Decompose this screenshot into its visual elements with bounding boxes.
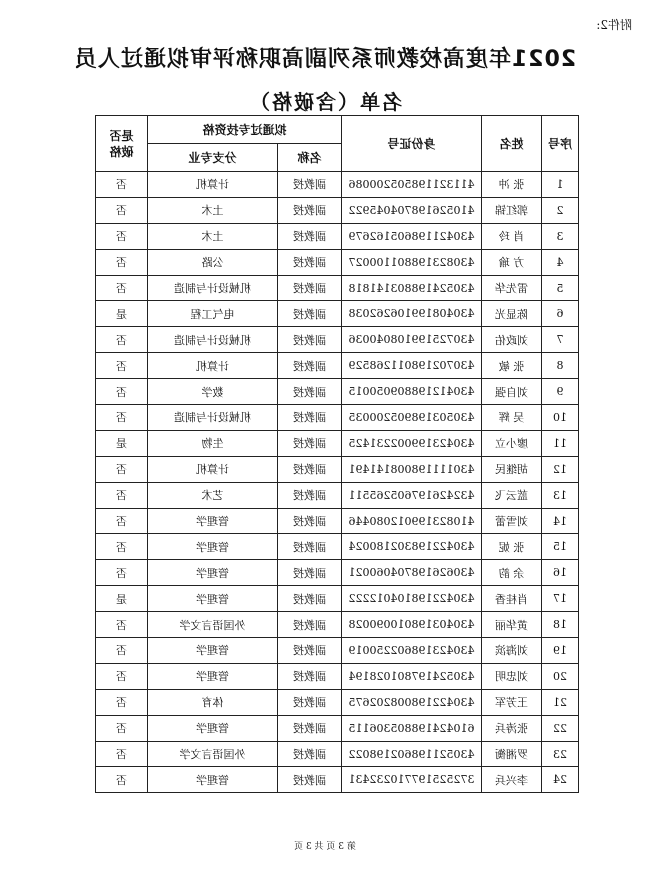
table-row [95, 249, 578, 275]
row-exceptional: 否 [95, 715, 147, 741]
table-row [95, 379, 578, 405]
row-subject: 计算机 [147, 172, 277, 198]
table-row [95, 275, 578, 301]
row-title: 副教授 [278, 223, 342, 249]
row-exceptional: 否 [95, 560, 147, 586]
table-row [95, 741, 578, 767]
row-seq: 8 [542, 353, 579, 379]
row-title: 副教授 [278, 638, 342, 664]
row-id-number: 430702198011268529 [342, 353, 482, 379]
row-name: 蓝云飞 [482, 482, 542, 508]
header-exceptional [95, 116, 147, 172]
row-title: 副教授 [278, 456, 342, 482]
row-title: 副教授 [278, 197, 342, 223]
row-title: 副教授 [278, 612, 342, 638]
row-exceptional: 否 [95, 327, 147, 353]
row-name: 郭红锦 [482, 197, 542, 223]
row-subject: 管理学 [147, 586, 277, 612]
row-seq: 22 [542, 715, 579, 741]
row-id-number: 430421198605162679 [342, 223, 482, 249]
table-row [95, 586, 578, 612]
table-body [95, 172, 578, 793]
row-id-number: 610424198805306115 [342, 715, 482, 741]
table-row [95, 430, 578, 456]
row-subject: 生物 [147, 430, 277, 456]
table-row [95, 456, 578, 482]
row-seq: 14 [542, 508, 579, 534]
row-name: 张涛兵 [482, 715, 542, 741]
row-subject: 机械设计与制造 [147, 405, 277, 431]
row-id-number: 430403198010090028 [342, 612, 482, 638]
row-title: 副教授 [278, 508, 342, 534]
row-subject: 管理学 [147, 638, 277, 664]
row-subject: 计算机 [147, 456, 277, 482]
table-row [95, 689, 578, 715]
row-title: 副教授 [278, 767, 342, 793]
row-exceptional: 否 [95, 353, 147, 379]
row-name: 陈显光 [482, 301, 542, 327]
row-title: 副教授 [278, 560, 342, 586]
row-id-number: 430422198302180024 [342, 534, 482, 560]
row-name: 刘自强 [482, 379, 542, 405]
row-id-number: 410823199012080446 [342, 508, 482, 534]
row-seq: 18 [542, 612, 579, 638]
row-title: 副教授 [278, 249, 342, 275]
row-title: 副教授 [278, 353, 342, 379]
row-id-number: 430524197801028194 [342, 663, 482, 689]
row-exceptional: 否 [95, 405, 147, 431]
row-name: 罗湘衡 [482, 741, 542, 767]
table-row [95, 172, 578, 198]
row-id-number: 430422198008202675 [342, 689, 482, 715]
row-id-number: 430521198602198022 [342, 741, 482, 767]
row-subject: 艺术 [147, 482, 277, 508]
table-row [95, 612, 578, 638]
row-subject: 管理学 [147, 663, 277, 689]
row-exceptional: 否 [95, 172, 147, 198]
row-subject: 机械设计与制造 [147, 327, 277, 353]
row-exceptional: 否 [95, 456, 147, 482]
row-name: 张 敏 [482, 353, 542, 379]
table-row [95, 197, 578, 223]
row-id-number: 430626198704060021 [342, 560, 482, 586]
row-seq: 19 [542, 638, 579, 664]
row-subject: 管理学 [147, 534, 277, 560]
row-name: 黄华丽 [482, 612, 542, 638]
table-row [95, 638, 578, 664]
row-title: 副教授 [278, 327, 342, 353]
row-title: 副教授 [278, 379, 342, 405]
row-id-number: 430503198905200035 [342, 405, 482, 431]
row-subject: 管理学 [147, 560, 277, 586]
row-seq: 24 [542, 767, 579, 793]
row-title: 副教授 [278, 172, 342, 198]
document-subtitle: 名单（含破格） [248, 90, 402, 114]
row-seq: 1 [542, 172, 579, 198]
row-exceptional: 否 [95, 379, 147, 405]
row-id-number: 372525197710232431 [342, 767, 482, 793]
row-id-number: 432426197605265511 [342, 482, 482, 508]
row-exceptional: 否 [95, 767, 147, 793]
row-seq: 2 [542, 197, 579, 223]
row-exceptional: 否 [95, 508, 147, 534]
row-id-number: 430408199106262038 [342, 301, 482, 327]
row-seq: 13 [542, 482, 579, 508]
row-subject: 管理学 [147, 767, 277, 793]
row-subject: 电气工程 [147, 301, 277, 327]
row-subject: 计算机 [147, 353, 277, 379]
page-footer: 第 3 页 共 3 页 [294, 842, 356, 852]
table-row [95, 663, 578, 689]
row-subject: 土木 [147, 223, 277, 249]
row-title: 副教授 [278, 534, 342, 560]
row-name: 刘忠明 [482, 663, 542, 689]
row-title: 副教授 [278, 663, 342, 689]
row-name: 李兴兵 [482, 767, 542, 793]
table-row [95, 327, 578, 353]
row-title: 副教授 [278, 405, 342, 431]
row-subject: 公路 [147, 249, 277, 275]
row-name: 张 冲 [482, 172, 542, 198]
row-name: 刘海滨 [482, 638, 542, 664]
row-exceptional: 否 [95, 482, 147, 508]
row-id-number: 430524198803141818 [342, 275, 482, 301]
row-subject: 管理学 [147, 715, 277, 741]
row-exceptional: 否 [95, 638, 147, 664]
header-name: 姓名 [482, 116, 542, 172]
row-seq: 17 [542, 586, 579, 612]
row-subject: 体育 [147, 689, 277, 715]
row-exceptional: 否 [95, 223, 147, 249]
row-id-number: 430823198801100027 [342, 249, 482, 275]
row-seq: 7 [542, 327, 579, 353]
header-id: 身份证号 [342, 116, 482, 172]
row-id-number: 411321198505200086 [342, 172, 482, 198]
table-row [95, 715, 578, 741]
row-title: 副教授 [278, 430, 342, 456]
row-exceptional: 否 [95, 741, 147, 767]
row-title: 副教授 [278, 482, 342, 508]
row-title: 副教授 [278, 741, 342, 767]
row-title: 副教授 [278, 301, 342, 327]
row-id-number: 430422198104012222 [342, 586, 482, 612]
row-exceptional: 否 [95, 275, 147, 301]
row-name: 王芳军 [482, 689, 542, 715]
row-id-number: 430111198008141491 [342, 456, 482, 482]
row-exceptional: 否 [95, 663, 147, 689]
row-seq: 20 [542, 663, 579, 689]
row-id-number: 410526198704045922 [342, 197, 482, 223]
row-seq: 15 [542, 534, 579, 560]
row-seq: 11 [542, 430, 579, 456]
row-name: 肖 玲 [482, 223, 542, 249]
row-exceptional: 是 [95, 586, 147, 612]
header-qualification: 拟通过专技资格 [147, 116, 341, 144]
row-name: 余 韵 [482, 560, 542, 586]
row-seq: 21 [542, 689, 579, 715]
row-subject: 外国语言文学 [147, 612, 277, 638]
row-name: 廖小立 [482, 430, 542, 456]
table-row [95, 301, 578, 327]
row-id-number: 430725199108040036 [342, 327, 482, 353]
row-title: 副教授 [278, 586, 342, 612]
row-seq: 12 [542, 456, 579, 482]
attachment-label: 附件2: [596, 18, 632, 32]
header-title-name: 名称 [278, 144, 342, 172]
row-subject: 数学 [147, 379, 277, 405]
row-name: 刘雪蕾 [482, 508, 542, 534]
table-row [95, 767, 578, 793]
row-name: 张 妮 [482, 534, 542, 560]
table-row [95, 534, 578, 560]
row-title: 副教授 [278, 715, 342, 741]
table-row [95, 405, 578, 431]
table-row [95, 482, 578, 508]
row-seq: 5 [542, 275, 579, 301]
document-title: 2021年度高校教师系列副高职称评审拟通过人员 [73, 47, 577, 72]
header-seq: 序号 [542, 116, 579, 172]
row-title: 副教授 [278, 275, 342, 301]
row-seq: 10 [542, 405, 579, 431]
row-seq: 9 [542, 379, 579, 405]
row-title: 副教授 [278, 689, 342, 715]
row-seq: 16 [542, 560, 579, 586]
table-row [95, 353, 578, 379]
table-row [95, 560, 578, 586]
row-name: 胡继民 [482, 456, 542, 482]
row-id-number: 430412198809050015 [342, 379, 482, 405]
row-name: 吴 辉 [482, 405, 542, 431]
row-exceptional: 否 [95, 612, 147, 638]
table-row [95, 508, 578, 534]
header-subject: 分支专业 [147, 144, 277, 172]
row-id-number: 430423198602250019 [342, 638, 482, 664]
row-exceptional: 是 [95, 430, 147, 456]
candidate-table [95, 115, 579, 793]
row-name: 雷先华 [482, 275, 542, 301]
row-subject: 外国语言文学 [147, 741, 277, 767]
row-subject: 管理学 [147, 508, 277, 534]
row-subject: 土木 [147, 197, 277, 223]
row-exceptional: 是 [95, 301, 147, 327]
row-seq: 3 [542, 223, 579, 249]
row-seq: 23 [542, 741, 579, 767]
row-seq: 6 [542, 301, 579, 327]
row-name: 方 瑜 [482, 249, 542, 275]
row-seq: 4 [542, 249, 579, 275]
row-exceptional: 否 [95, 197, 147, 223]
header-exceptional-text: 是否破格 [109, 128, 134, 159]
row-exceptional: 否 [95, 534, 147, 560]
row-id-number: 430423199002231425 [342, 430, 482, 456]
table-row [95, 223, 578, 249]
row-exceptional: 否 [95, 689, 147, 715]
row-name: 刘政佑 [482, 327, 542, 353]
row-name: 肖桂香 [482, 586, 542, 612]
row-exceptional: 否 [95, 249, 147, 275]
row-subject: 机械设计与制造 [147, 275, 277, 301]
